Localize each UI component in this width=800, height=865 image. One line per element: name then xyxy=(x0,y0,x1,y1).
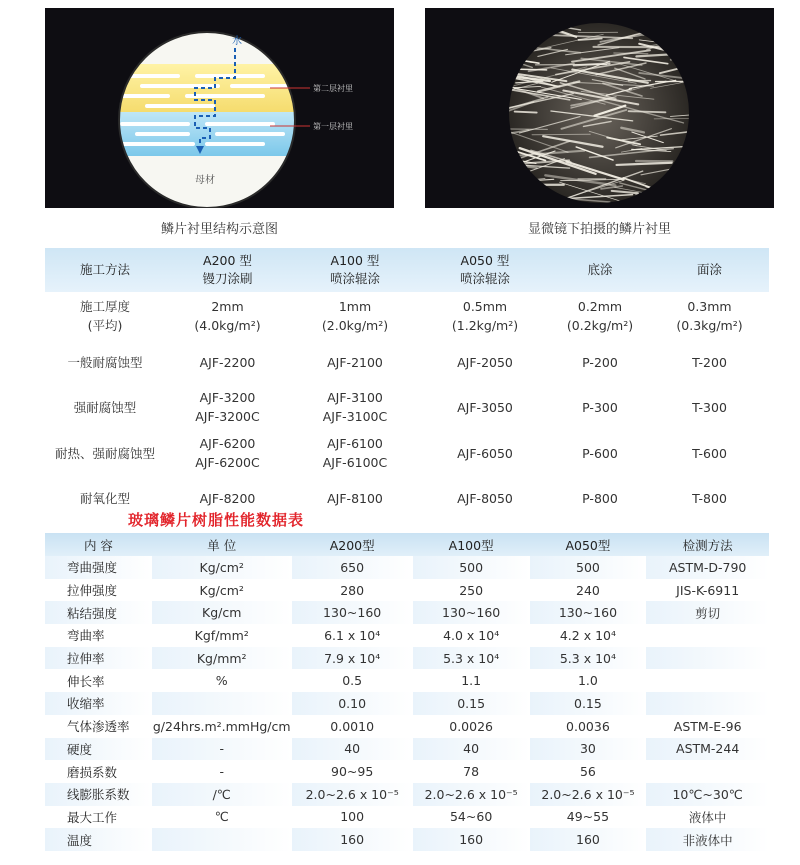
table-cell: 1.1 xyxy=(461,673,482,689)
table2-header-a100: A100型 xyxy=(413,533,530,556)
table-cell: 0.5 xyxy=(342,673,363,689)
table-cell: P-800 xyxy=(582,490,618,506)
structure-diagram-svg xyxy=(45,8,394,208)
table-cell: 90~95 xyxy=(331,764,374,780)
table-cell: P-200 xyxy=(582,354,618,370)
resin-property-table xyxy=(45,533,769,851)
row-label: 强耐腐蚀型 xyxy=(73,399,137,415)
table-cell: 5.3 x 10⁴ xyxy=(530,647,647,670)
table-cell xyxy=(646,647,769,670)
table-cell: 500 xyxy=(413,556,530,579)
table-cell: 2.0~2.6 x 10⁻⁵ xyxy=(292,783,413,806)
table-cell: Kg/cm² xyxy=(199,582,244,598)
microscope-photo xyxy=(425,8,774,208)
table2-row xyxy=(45,579,769,602)
table-cell: 500 xyxy=(530,556,647,579)
table-cell: - xyxy=(219,764,224,780)
table-cell: P-600 xyxy=(582,445,618,461)
property-name: 收缩率 xyxy=(45,692,152,715)
table1-header-a100: A100 型 喷涂辊涂 xyxy=(290,248,420,292)
table2-row xyxy=(45,828,769,851)
property-name: 线膨胀系数 xyxy=(45,783,152,806)
table-cell: Kg/mm² xyxy=(152,647,292,670)
property-name: 最大工作 xyxy=(67,809,118,825)
property-name: 弯曲率 xyxy=(67,628,105,644)
lining-structure-diagram xyxy=(45,8,394,208)
table-cell: 130~160 xyxy=(530,601,647,624)
table-cell: AJF-3200 AJF-3200C xyxy=(195,390,260,424)
table2-row xyxy=(45,624,769,647)
property-name: 硬度 xyxy=(45,738,152,761)
table-cell: ASTM-E-96 xyxy=(673,718,742,734)
table-cell: ASTM-D-790 xyxy=(646,556,769,579)
table-cell xyxy=(646,692,769,715)
glass-flake xyxy=(646,186,691,200)
table2-row xyxy=(45,760,769,783)
row-label: 耐热、强耐腐蚀型 xyxy=(54,445,155,461)
table2-header-unit: 单 位 xyxy=(152,533,292,556)
table-cell: Kg/cm² xyxy=(152,556,292,579)
table-cell: 40 xyxy=(292,738,413,761)
table-cell: 100 xyxy=(340,809,365,825)
table-cell: Kg/cm xyxy=(152,601,292,624)
table-cell: 4.2 x 10⁴ xyxy=(559,627,616,643)
table-cell: 7.9 x 10⁴ xyxy=(292,647,413,670)
glass-flake xyxy=(629,111,666,112)
glass-flake xyxy=(478,194,541,205)
table1-header-a200: A200 型 镘刀涂刷 xyxy=(165,248,290,292)
table-cell: % xyxy=(215,673,228,689)
table2-row xyxy=(45,556,769,579)
table-cell: 0.5mm (1.2kg/m²) xyxy=(451,299,519,333)
table-cell: AJF-3050 xyxy=(457,399,513,415)
table-cell: 280 xyxy=(340,582,365,598)
table1-header-a050: A050 型 喷涂辊涂 xyxy=(420,248,550,292)
table-cell: 5.3 x 10⁴ xyxy=(413,647,530,670)
property-name: 磨损系数 xyxy=(67,764,118,780)
table-cell: 250 xyxy=(459,582,484,598)
microscope-photo-svg xyxy=(425,8,774,208)
table-cell: 0.2mm (0.2kg/m²) xyxy=(566,299,634,333)
table-cell: 160 xyxy=(530,828,647,851)
table-cell: AJF-8200 xyxy=(199,490,256,506)
row-label: 一般耐腐蚀型 xyxy=(67,354,143,370)
table-cell: 30 xyxy=(530,738,647,761)
glass-flake xyxy=(659,21,701,26)
glass-flake xyxy=(666,180,701,188)
table-cell: 0.10 xyxy=(292,692,413,715)
table-cell: 240 xyxy=(576,582,600,598)
table1-row xyxy=(45,430,769,476)
table-cell: 10℃~30℃ xyxy=(646,783,769,806)
table-cell xyxy=(646,624,769,647)
table2-header-a050: A050型 xyxy=(530,533,647,556)
table2-row xyxy=(45,806,769,829)
table-cell: Kgf/mm² xyxy=(194,627,249,643)
property-name: 弯曲强度 xyxy=(45,556,152,579)
table-cell: 液体中 xyxy=(688,809,727,825)
property-name: 伸长率 xyxy=(67,673,105,689)
table-cell: 78 xyxy=(463,764,480,780)
table-cell: 130~160 xyxy=(292,601,413,624)
table-cell: 650 xyxy=(292,556,413,579)
table2-header-test-method: 检测方法 xyxy=(646,533,769,556)
water-label: 水 xyxy=(232,36,242,47)
table-cell: 49~55 xyxy=(566,809,610,825)
table-cell: 0.0010 xyxy=(330,718,375,734)
table-cell: 2.0~2.6 x 10⁻⁵ xyxy=(530,783,647,806)
table2-row xyxy=(45,783,769,806)
glass-flake xyxy=(515,112,537,113)
table2-header-a200: A200型 xyxy=(292,533,413,556)
table-cell: 54~60 xyxy=(449,809,493,825)
table-cell: - xyxy=(152,738,292,761)
glass-flake xyxy=(671,50,698,60)
glass-flake xyxy=(508,33,541,38)
table-cell: AJF-2200 xyxy=(199,354,256,370)
glass-flake xyxy=(493,49,531,63)
table-cell: AJF-3100 AJF-3100C xyxy=(322,390,388,424)
glass-flake xyxy=(496,20,552,33)
table-cell: 4.0 x 10⁴ xyxy=(443,627,500,643)
table-cell: 56 xyxy=(579,764,596,780)
table-cell: 非液体中 xyxy=(646,828,769,851)
property-name: 温度 xyxy=(45,828,152,851)
table-cell: ASTM-244 xyxy=(646,738,769,761)
table-cell xyxy=(152,692,292,715)
glass-flake xyxy=(647,37,694,46)
table-cell: 6.1 x 10⁴ xyxy=(324,627,381,643)
table-cell: AJF-6050 xyxy=(457,445,513,461)
construction-method-table xyxy=(45,248,769,520)
table-cell: T-200 xyxy=(692,354,727,370)
table-cell: P-300 xyxy=(582,399,618,415)
glass-flake xyxy=(506,185,541,195)
property-name: 拉伸强度 xyxy=(67,583,118,599)
table-cell: 160 xyxy=(413,828,530,851)
table2-row xyxy=(45,738,769,761)
table-cell: 40 xyxy=(413,738,530,761)
table-cell: T-600 xyxy=(692,445,727,461)
table2-row xyxy=(45,647,769,670)
table1-row xyxy=(45,340,769,384)
table-cell: AJF-8050 xyxy=(457,490,513,506)
table1-header-primer: 底涂 xyxy=(550,248,650,292)
right-figure-caption: 显微镜下拍摄的鳞片衬里 xyxy=(527,222,671,237)
table-cell: AJF-2100 xyxy=(327,354,383,370)
table-cell: 1.0 xyxy=(577,673,598,689)
table-cell: AJF-6200 AJF-6200C xyxy=(195,436,260,470)
row-label: 耐氧化型 xyxy=(79,490,130,506)
table-cell: 剪切 xyxy=(646,601,769,624)
table2-header-item: 内 容 xyxy=(45,533,152,556)
table1-header-method: 施工方法 xyxy=(45,248,165,292)
table-cell: g/24hrs.m².mmHg/cm xyxy=(152,718,291,734)
first-layer-label: 第一层衬里 xyxy=(313,122,353,131)
table-cell: 0.15 xyxy=(413,692,530,715)
glass-flake xyxy=(498,16,568,34)
table-cell: AJF-6100 AJF-6100C xyxy=(322,436,388,470)
table2-header-row xyxy=(45,533,769,556)
table-cell: T-800 xyxy=(692,490,727,506)
table2-row xyxy=(45,715,769,738)
glass-flake xyxy=(647,26,721,49)
table-cell xyxy=(152,828,292,851)
table-cell: T-300 xyxy=(692,399,727,415)
row-label: 施工厚度 (平均) xyxy=(79,299,130,333)
table-cell: AJF-2050 xyxy=(457,354,513,370)
table-cell: 0.0036 xyxy=(566,718,610,734)
table-cell: 2mm (4.0kg/m²) xyxy=(194,299,261,333)
table1-header-row xyxy=(45,248,769,292)
table2-title: 玻璃鳞片树脂性能数据表 xyxy=(128,511,305,529)
second-layer-label: 第二层衬里 xyxy=(313,84,353,93)
table2-row xyxy=(45,669,769,692)
property-name: 拉伸率 xyxy=(45,647,152,670)
table-cell: AJF-8100 xyxy=(327,490,383,506)
table-cell: 160 xyxy=(292,828,413,851)
table-cell xyxy=(646,669,769,692)
property-name: 粘结强度 xyxy=(45,601,152,624)
table-cell: 0.3mm (0.3kg/m²) xyxy=(676,299,743,333)
table1-row xyxy=(45,384,769,430)
table-cell: ℃ xyxy=(214,809,229,825)
table-cell: /℃ xyxy=(152,783,292,806)
table-cell: 0.15 xyxy=(530,692,647,715)
table-cell: 130~160 xyxy=(413,601,530,624)
table1-header-topcoat: 面涂 xyxy=(650,248,769,292)
table2-row xyxy=(45,692,769,715)
left-figure-caption: 鳞片衬里结构示意图 xyxy=(160,222,278,237)
table1-row xyxy=(45,292,769,340)
table-cell: 0.0026 xyxy=(449,718,493,734)
base-label: 母材 xyxy=(195,175,215,186)
table-cell: JIS-K-6911 xyxy=(676,582,740,598)
table-cell: 1mm (2.0kg/m²) xyxy=(321,299,389,333)
table-cell: 2.0~2.6 x 10⁻⁵ xyxy=(413,783,530,806)
property-name: 气体渗透率 xyxy=(67,719,130,735)
table2-row xyxy=(45,601,769,624)
table-cell xyxy=(646,760,769,783)
